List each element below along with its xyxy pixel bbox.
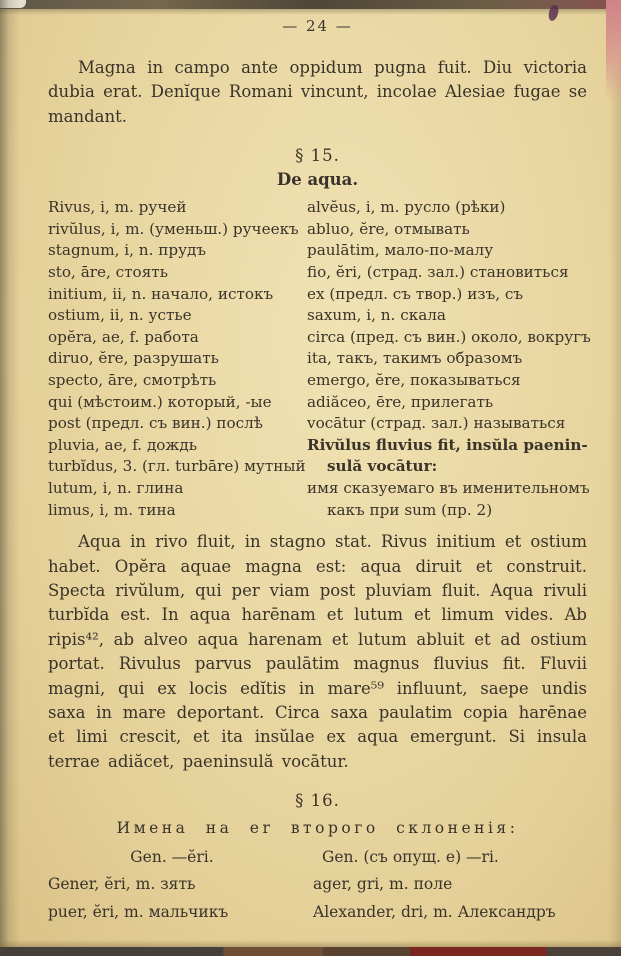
genitive-header-row: [48, 844, 587, 870]
page-number: — 24 —: [282, 17, 353, 35]
left-edge-shadow: [0, 0, 20, 956]
declension-entry: Gener, ĕri, m. зять: [48, 875, 196, 894]
vocab-entry: qui (мѣстоим.) который, -ые: [48, 392, 272, 411]
vocab-entry: circa (пред. съ вин.) около, вокругъ: [307, 327, 591, 346]
vocab-entry: paulātim, мало-по-малу: [307, 241, 494, 260]
vocab-entry: abluo, ĕre, отмывать: [307, 219, 470, 238]
vocab-entry: lutum, i, n. глина: [48, 478, 184, 497]
vocab-entry: pluvia, ae, f. дождь: [48, 435, 198, 454]
pink-page-edge: [606, 0, 621, 100]
vocab-entry: limus, i, m. тина: [48, 500, 176, 519]
declension-entry: Alexander, dri, m. Александръ: [313, 903, 556, 922]
section-16-title: Имена на er второго склоненія:: [116, 819, 519, 838]
vocab-entry: initium, ii, n. начало, истокъ: [48, 284, 274, 303]
page-top-edge: [0, 0, 621, 9]
vocab-entry: rivŭlus, i, m. (уменьш.) ручеекъ: [48, 219, 299, 238]
declension-entry: puer, ĕri, m. мальчикъ: [48, 903, 229, 922]
vocab-entry: ex (предл. съ твор.) изъ, съ: [307, 284, 524, 303]
vocab-entry: ostium, ii, n. устье: [48, 306, 192, 325]
vocab-entry: fio, ĕri, (страд. зал.) становиться: [307, 263, 569, 281]
page-content: [48, 12, 591, 926]
vocab-entry: diruo, ĕre, разрушать: [48, 349, 219, 368]
reading-paragraph: Aqua in rivo fluit, in stagno stat. Rivus initium et ostium habet. Opĕra aquae magna est: aqua diruit et construit. Specta rivŭlum, qui per viam post pluviam fluit. Aqua rivuli turbĭda est. In aqua harēnam et lutum et limum vides. Ab ripis⁴², ab alveo aqua harenam et lutum abluit et ad ostium portat. Rivulus parvus paulātim magnus fluvius fit. Fluvii magni, qui ex locis edĭtis in mare⁵⁹ influunt, saepe undis saxa in mare deportant. Circa saxa paulatim copia harēnae et limi crescit, et ita insŭlae ex aqua emergunt. Si insula terrae adiăcet, paeninsulă vocātur.: [48, 532, 587, 771]
right-edge-shadow: [609, 0, 621, 956]
vocab-entry: stagnum, i, n. прудъ: [48, 241, 207, 260]
genitive-right-label: Gen. (съ опущ. е) —ri.: [321, 848, 499, 867]
vocab-entry: ita, такъ, такимъ образомъ: [307, 349, 523, 368]
section-15-title: De aqua.: [276, 170, 359, 190]
vocab-entry: opĕra, ae, f. работа: [48, 327, 199, 346]
declension-examples: [48, 870, 587, 926]
intro-paragraph: Magna in campo ante oppidum pugna fuit. Diu victoria dubia erat. Denĭque Romani vincunt, incolae Alesiae fugae se mandant.: [48, 58, 587, 126]
vocab-entry: post (предл. съ вин.) послѣ: [48, 414, 263, 433]
vocab-entry: vocātur (страд. зал.) называться: [307, 414, 566, 433]
vocab-entry: emergo, ĕre, показываться: [307, 370, 521, 389]
page-bottom-edge: [0, 947, 621, 956]
page-bottom-edge-shadow: [0, 940, 621, 947]
vocab-entry-example: sulă vocātur:: [327, 457, 438, 476]
section-16-heading: § 16.: [295, 791, 340, 811]
vocabulary-list: [48, 197, 591, 521]
vocab-entry: turbĭdus, 3. (гл. turbāre) мутный: [48, 457, 306, 476]
vocab-entry-example: Rivŭlus fluvius fit, insŭla paenin-: [307, 435, 588, 454]
vocab-entry: specto, āre, смотрѣть: [48, 370, 217, 389]
vocab-entry: sto, āre, стоять: [48, 263, 168, 281]
vocab-entry-note: какъ при sum (пр. 2): [327, 500, 493, 519]
vocab-entry-note: имя сказуемаго въ именительномъ: [307, 478, 590, 497]
section-15-heading: § 15.: [295, 146, 340, 166]
declension-entry: ager, gri, m. поле: [313, 875, 453, 894]
vocab-entry: Rivus, i, m. ручей: [48, 198, 187, 217]
vocab-entry: adiăceo, ēre, прилегать: [307, 392, 494, 411]
genitive-left-label: Gen. —ĕri.: [130, 848, 214, 867]
vocab-entry: saxum, i, n. скала: [307, 306, 446, 325]
vocab-entry: alvĕus, i, m. русло (рѣки): [307, 198, 506, 217]
